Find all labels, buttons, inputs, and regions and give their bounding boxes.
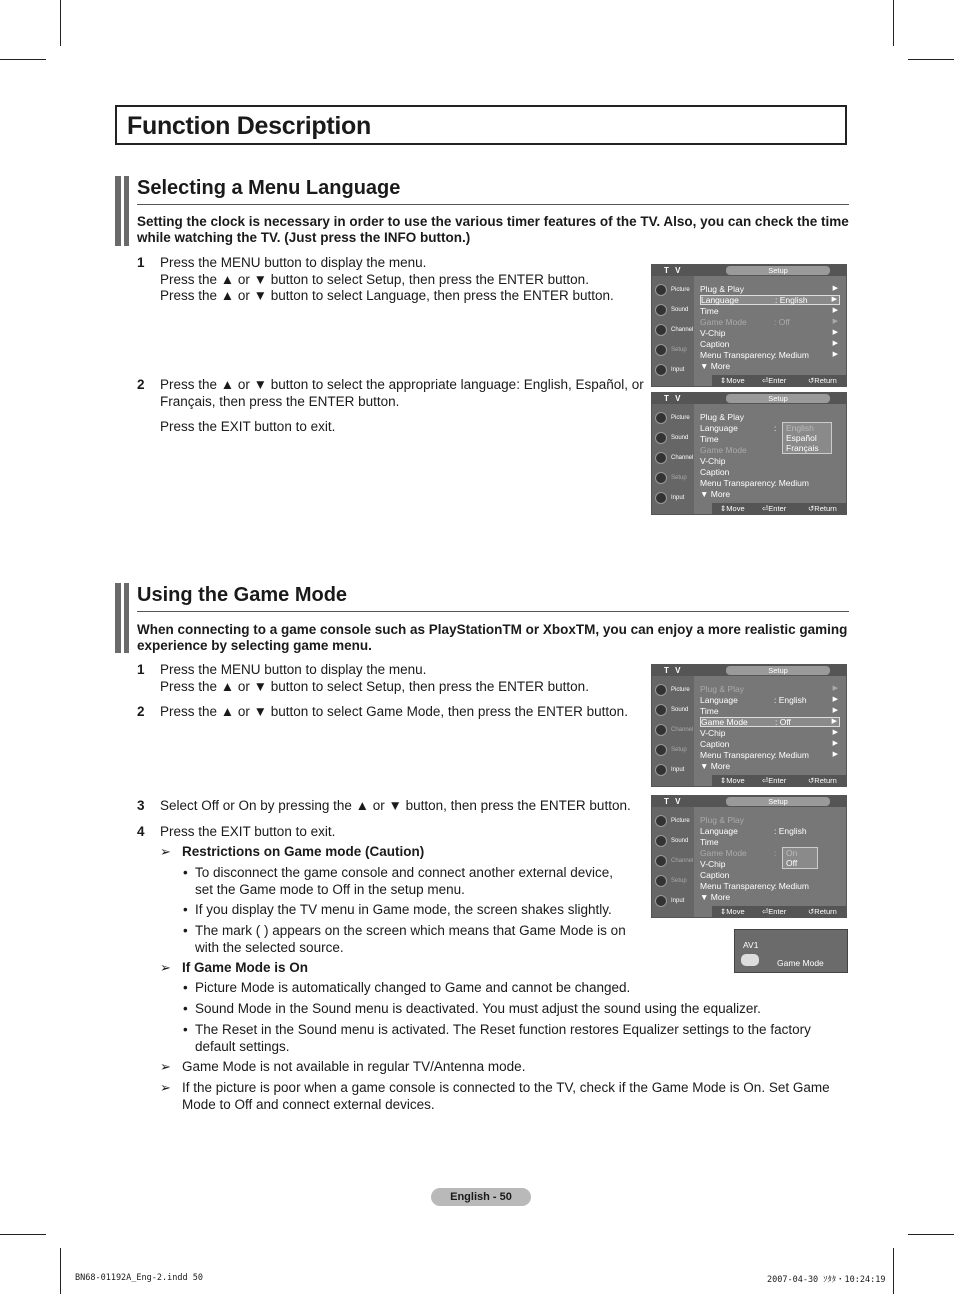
setup-icon [655, 744, 667, 756]
step-line: Press the ▲ or ▼ button to select the appropriate language: English, Español, or [160, 377, 644, 392]
tv-menu-setup-game-mode: T V Setup Picture Sound Channel Setup Input Plug & Play ▶ Language : English ▶ Time ▶ Game Mode : Off ▶ V-Chip ▶ Caption ▶ Menu Transparency : Medium ▶ ▼ More ⇕ Move ⏎ Enter ↺ Return [651, 664, 847, 787]
av1-game-mode-box: AV1 Game Mode [734, 929, 848, 973]
restriction-item: • If you display the TV menu in Game mode, the screen shakes slightly. [183, 902, 612, 917]
page-number-badge: English - 50 [431, 1188, 531, 1206]
setup-icon [655, 472, 667, 484]
step-line: Press the EXIT button to exit. [160, 419, 336, 434]
tv-menu-setup-language: T V Setup Picture Sound Channel Setup Input Plug & Play ▶ Language : English ▶ Time ▶ Game Mode : Off ▶ V-Chip ▶ Caption ▶ Menu Transparency : Medium ▶ ▼ More ⇕ Move ⏎ Enter ↺ Return [651, 264, 847, 387]
page-title-box [115, 105, 847, 145]
note-game-on: ➢ If Game Mode is On [160, 960, 309, 975]
section-heading-language: Selecting a Menu Language [137, 177, 849, 205]
note-not-available: ➢ Game Mode is not available in regular TV/Antenna mode. [160, 1059, 526, 1074]
section-intro-game-mode: When connecting to a game console such as PlayStationTM or XboxTM, you can enjoy a more realistic gaming experience by selecting game menu. [137, 622, 848, 653]
section-bar [115, 583, 129, 653]
note-restrictions: ➢ Restrictions on Game mode (Caution) [160, 844, 425, 859]
setup-icon [655, 875, 667, 887]
setup-icon [655, 344, 667, 356]
step-line: Français, then press the ENTER button. [160, 393, 400, 409]
restriction-item: • The mark ( ) appears on the screen which means that Game Mode is on with the selected source. [183, 923, 626, 955]
game-on-item: • Sound Mode in the Sound menu is deactivated. You must adjust the sound using the equalizer. [183, 1001, 761, 1016]
channel-icon [655, 452, 667, 464]
input-icon [655, 764, 667, 776]
picture-icon [655, 815, 667, 827]
step-2-game: 2 Press the ▲ or ▼ button to select Game Mode, then press the ENTER button. [137, 704, 628, 719]
input-icon [655, 492, 667, 504]
picture-icon [655, 412, 667, 424]
input-icon [655, 364, 667, 376]
section-heading-game-mode: Using the Game Mode [137, 584, 849, 612]
step-4-game: 4 Press the EXIT button to exit. [137, 824, 336, 839]
step-3-game: 3 Select Off or On by pressing the ▲ or ▼ button, then press the ENTER button. [137, 798, 631, 813]
picture-icon [655, 284, 667, 296]
tv-menu-game-mode-options: T V Setup Picture Sound Channel Setup Input Plug & Play Language : English Time Game Mode : V-Chip Caption Menu Transparency : Medium ▼ More On Off ⇕ Move ⏎ Enter ↺ Return [651, 795, 847, 918]
game-on-item: • The Reset in the Sound menu is activated. The Reset function restores Equalizer settings to the factory default settings. [183, 1022, 811, 1054]
sound-icon [655, 304, 667, 316]
step-line: Press the ▲ or ▼ button to select Setup, then press the ENTER button. [160, 271, 589, 287]
gamepad-icon [741, 954, 759, 966]
input-icon [655, 895, 667, 907]
restriction-item: • To disconnect the game console and connect another external device, set the Game mode to Off in the setup menu. [183, 865, 614, 897]
sound-icon [655, 704, 667, 716]
step-1-language: 1 Press the MENU button to display the menu. Press the ▲ or ▼ button to select Setup, then press the ENTER button. Press the ▲ or ▼ button to select Language, then press the ENTER button. [137, 255, 614, 303]
page-title: Function Description [127, 112, 372, 140]
sound-icon [655, 432, 667, 444]
picture-icon [655, 684, 667, 696]
step-1-game: 1 Press the MENU button to display the menu. Press the ▲ or ▼ button to select Setup, then press the ENTER button. [137, 662, 589, 694]
game-on-item: • Picture Mode is automatically changed to Game and cannot be changed. [183, 980, 631, 995]
channel-icon [655, 724, 667, 736]
section-bar [115, 176, 129, 246]
note-poor-picture: ➢ If the picture is poor when a game console is connected to the TV, check if the Game Mode is On. Set Game Mode to Off and connect external devices. [160, 1080, 830, 1112]
step-line: Press the MENU button to display the menu. [160, 255, 427, 270]
channel-icon [655, 324, 667, 336]
step-2-language: 2 Press the ▲ or ▼ button to select the appropriate language: English, Español, or Français, then press the ENTER button. Press the EXIT button to exit. [137, 377, 644, 434]
footer-file: BN68-01192A_Eng-2.indd 50 [75, 1273, 203, 1283]
game-mode-dropdown[interactable]: On Off [782, 847, 818, 869]
footer-date: 2007-04-30 ｿﾀﾀ・10:24:19 [767, 1275, 886, 1285]
section-intro-language: Setting the clock is necessary in order to use the various timer features of the TV. Also, you can check the time while watching the TV. (Just press the INFO button.) [137, 214, 849, 245]
language-dropdown[interactable]: English Español Français [782, 422, 832, 454]
channel-icon [655, 855, 667, 867]
step-line: Press the ▲ or ▼ button to select Language, then press the ENTER button. [160, 288, 614, 303]
sound-icon [655, 835, 667, 847]
tv-menu-language-options: T V Setup Picture Sound Channel Setup Input Plug & Play Language : Time Game Mode V-Chip Caption Menu Transparency : Medium ▼ More English Español Français ⇕ Move ⏎ Enter ↺ Return [651, 392, 847, 515]
